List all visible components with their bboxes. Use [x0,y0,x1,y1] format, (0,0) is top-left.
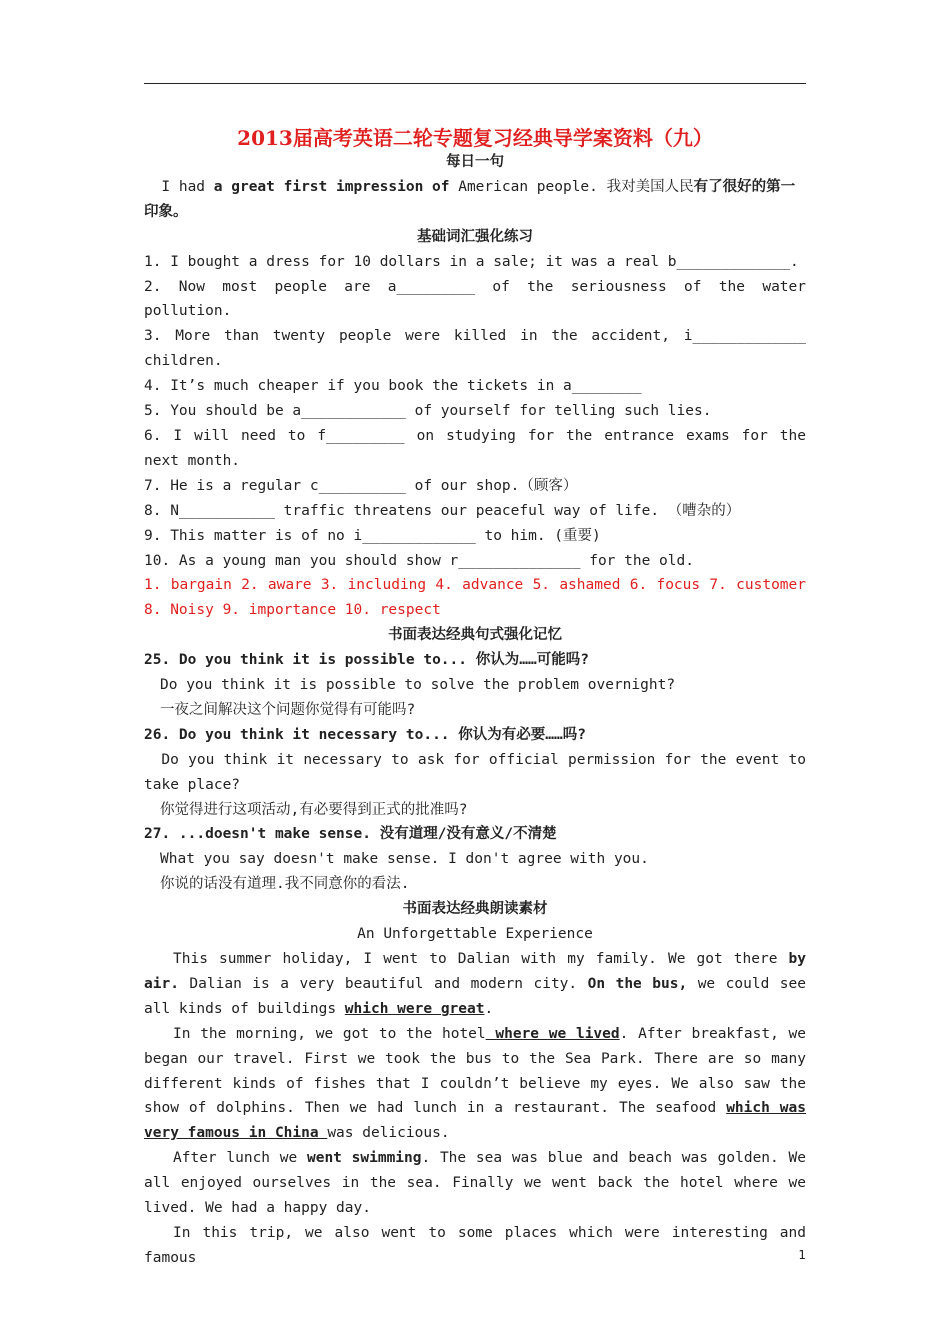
pattern-example-zh: 一夜之间解决这个问题你觉得有可能吗? [160,701,416,718]
pattern-example-en: Do you think it is possible to solve the problem overnight? [160,677,676,694]
pattern-example-zh: 你觉得进行这项活动,有必要得到正式的批准吗? [160,801,468,818]
pattern-example-zh: 你说的话没有道理.我不同意你的看法. [160,876,410,893]
essay-paragraph: In the morning, we got to the hotel where we lived. After breakfast, we began our travel. First we took the bus to the Sea Park. There are so many different kinds of fishes that I couldn’t believe my eyes. We also saw the show of dolphins. Then we had lunch in a restaurant. The seafood which was very famous in China was delicious. [144,1025,807,1142]
pattern-example-en: Do you think it necessary to ask for official permission for the event to take place? [144,751,806,793]
pattern-title: 26. Do you think it necessary to... 你认为有必要……吗? [144,726,586,743]
pattern-title: 25. Do you think it is possible to... 你认为……可能吗? [144,652,589,669]
vocab-item: 7. He is a regular c__________ of our shop.（顾客） [144,477,578,494]
essay-paragraph: After lunch we went swimming. The sea was blue and beach was golden. We all enjoyed ourselves in the sea. Finally we went back the hotel where we lived. We had a happy day. [144,1150,806,1217]
vocab-item: 8. N___________ traffic threatens our peaceful way of life. （嘈杂的） [144,502,741,519]
daily-sentence-heading: 每日一句 [446,154,504,170]
document-body [144,150,806,1271]
vocab-answers: 1. bargain 2. aware 3. including 4. advance 5. ashamed 6. focus 7. customer 8. Noisy 9. importance 10. respect [144,577,806,619]
daily-sentence: I had a great first impression of American people. 我对美国人民有了很好的第一印象。 [144,178,796,220]
pattern-title: 27. ...doesn't make sense. 没有道理/没有意义/不清楚 [144,826,557,843]
vocab-item: 2. Now most people are a_________ of the seriousness of the water pollution. [144,278,806,320]
patterns-heading: 书面表达经典句式强化记忆 [388,627,562,644]
vocab-item: 10. As a young man you should show r______________ for the old. [144,552,694,569]
pattern-example-en: What you say doesn't make sense. I don't agree with you. [160,851,649,868]
essay-paragraph: In this trip, we also went to some places which were interesting and famous [144,1224,806,1266]
vocab-item: 1. I bought a dress for 10 dollars in a sale; it was a real b_____________. [144,253,799,270]
essay-title: An Unforgettable Experience [357,926,593,943]
vocab-item: 3. More than twenty people were killed in the accident, i_____________ children. [144,328,806,370]
reading-heading: 书面表达经典朗读素材 [402,901,548,918]
document-title: 2013届高考英语二轮专题复习经典导学案资料（九） [237,126,713,150]
vocab-item: 5. You should be a____________ of yourself for telling such lies. [144,403,712,420]
vocab-item: 6. I will need to f_________ on studying for the entrance exams for the next month. [144,427,806,469]
header-rule [144,83,806,84]
vocab-item: 9. This matter is of no i_____________ to him. (重要) [144,527,601,544]
vocab-heading: 基础词汇强化练习 [417,228,533,245]
vocab-item: 4. It’s much cheaper if you book the tickets in a________ [144,378,642,395]
essay-paragraph: This summer holiday, I went to Dalian with my family. We got there by air. Dalian is a very beautiful and modern city. On the bus, we could see all kinds of buildings which were great. [144,951,806,1017]
page-number: 1 [798,1248,806,1262]
